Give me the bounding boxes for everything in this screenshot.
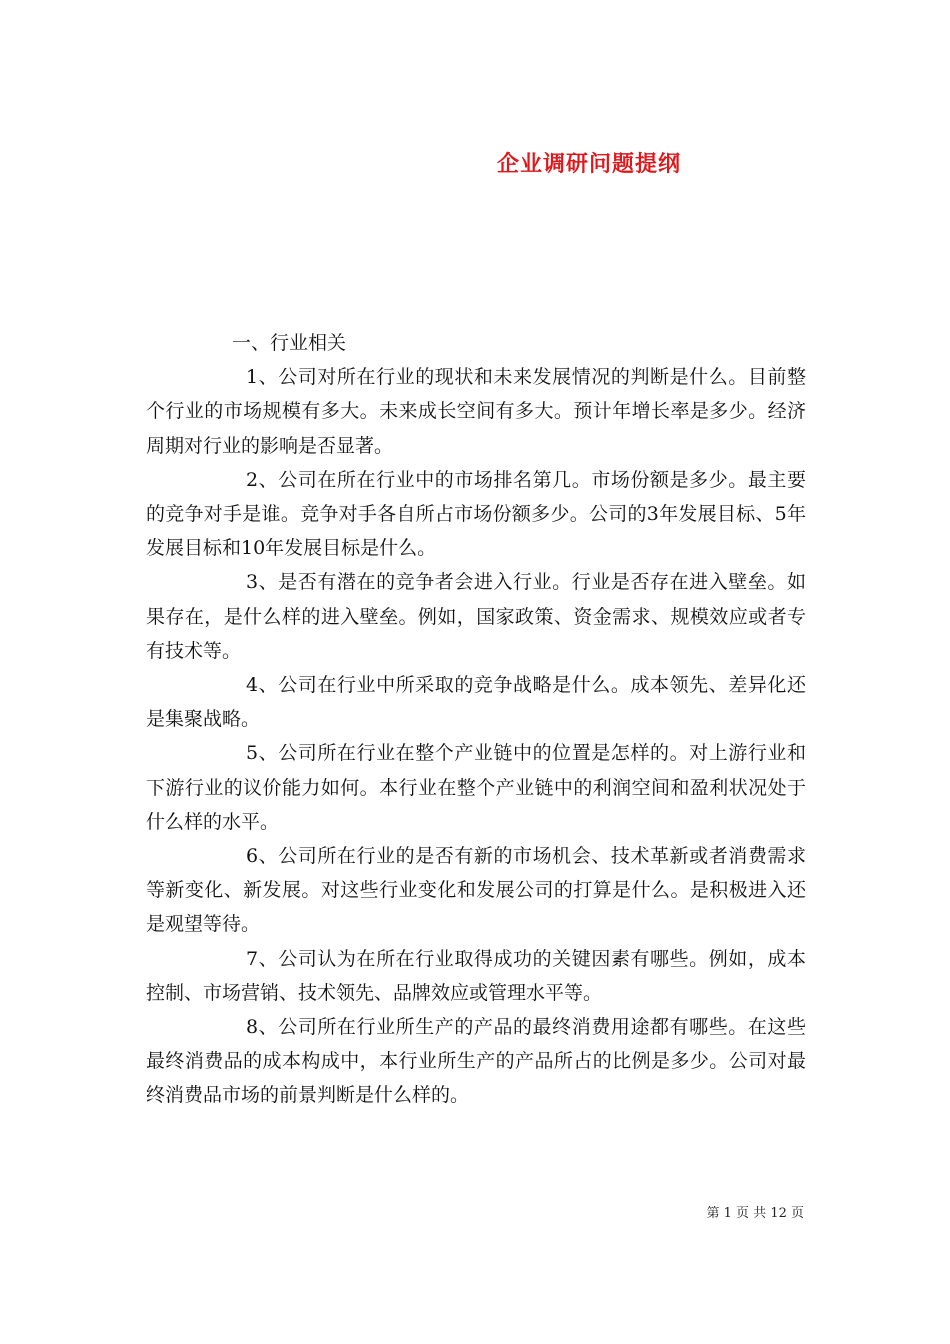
paragraph-4: 4、公司在行业中所采取的竞争战略是什么。成本领先、差异化还是集聚战略。 (146, 674, 806, 731)
paragraph-7: 7、公司认为在所在行业取得成功的关键因素有哪些。例如，成本控制、市场营销、技术领先、品牌效应或管理水平等。 (146, 947, 806, 1004)
section-heading: 一、行业相关 (232, 332, 347, 354)
paragraph-6: 6、公司所在行业的是否有新的市场机会、技术革新或者消费需求等新变化、新发展。对这些行业变化和发展公司的打算是什么。是积极进入还是观望等待。 (146, 845, 806, 936)
document-title: 企业调研问题提纲 (496, 150, 681, 177)
page-footer: 第 1 页 共 12 页 (706, 1206, 804, 1221)
document-body (146, 326, 806, 1113)
paragraph-8: 8、公司所在行业所生产的产品的最终消费用途都有哪些。在这些最终消费品的成本构成中，本行业所生产的产品所占的比例是多少。公司对最终消费品市场的前景判断是什么样的。 (146, 1016, 806, 1107)
paragraph-5: 5、公司所在行业在整个产业链中的位置是怎样的。对上游行业和下游行业的议价能力如何。本行业在整个产业链中的利润空间和盈利状况处于什么样的水平。 (146, 742, 806, 833)
paragraph-1: 1、公司对所在行业的现状和未来发展情况的判断是什么。目前整个行业的市场规模有多大。未来成长空间有多大。预计年增长率是多少。经济周期对行业的影响是否显著。 (146, 366, 806, 457)
paragraph-3: 3、是否有潜在的竞争者会进入行业。行业是否存在进入壁垒。如果存在，是什么样的进入壁垒。例如，国家政策、资金需求、规模效应或者专有技术等。 (146, 571, 806, 662)
paragraph-2: 2、公司在所在行业中的市场排名第几。市场份额是多少。最主要的竞争对手是谁。竞争对手各自所占市场份额多少。公司的3年发展目标、5年发展目标和10年发展目标是什么。 (146, 468, 806, 560)
